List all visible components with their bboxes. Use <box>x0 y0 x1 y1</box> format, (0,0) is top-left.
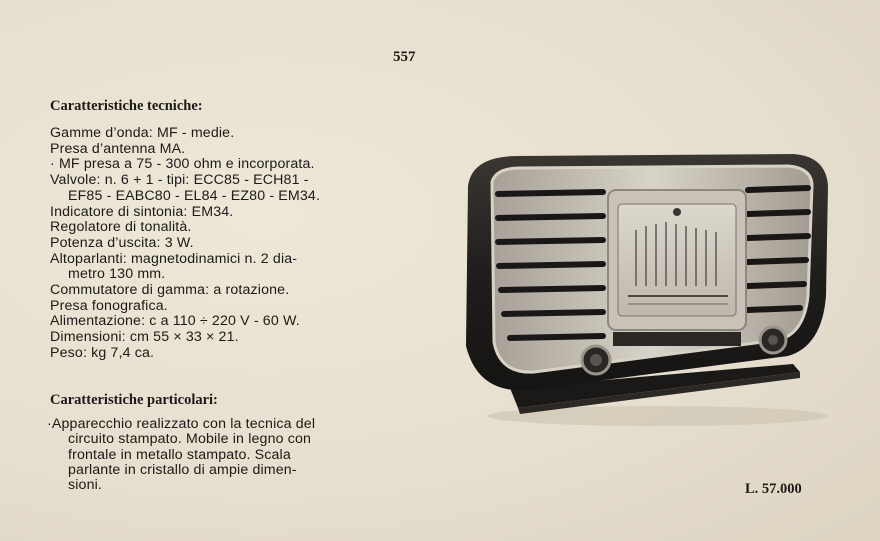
special-features-paragraph <box>47 416 424 494</box>
spec-line: Dimensioni: cm 55 × 33 × 21. <box>50 329 239 346</box>
spec-line: Valvole: n. 6 + 1 - tipi: ECC85 - ECH81 - <box>50 172 309 189</box>
feature-line: circuito stampato. Mobile in legno con <box>68 431 312 448</box>
spec-line: Potenza d’uscita: 3 W. <box>50 234 194 251</box>
spec-line: Regolatore di tonalità. <box>50 219 192 236</box>
spec-line: EF85 - EABC80 - EL84 - EZ80 - EM34. <box>68 187 321 204</box>
feature-line: frontale in metallo stampato. Scala <box>68 446 291 463</box>
spec-line: Presa d’antenna MA. <box>50 140 186 157</box>
spec-line: Gamme d’onda: MF - medie. <box>50 125 235 141</box>
spec-line: Alimentazione: c a 110 ÷ 220 V - 60 W. <box>50 313 300 330</box>
radio-photo <box>448 146 838 428</box>
spec-line: Altoparlanti: magnetodinamici n. 2 dia- <box>50 250 298 267</box>
special-features-title: Caratteristiche particolari: <box>50 392 218 408</box>
feature-line: ·Apparecchio realizzato con la tecnica del <box>47 416 316 432</box>
spec-line: · MF presa a 75 - 300 ohm e incorporata. <box>50 156 315 173</box>
page-number: 557 <box>393 49 416 65</box>
technical-specs-title: Caratteristiche tecniche: <box>50 98 203 114</box>
technical-specs-list <box>50 126 430 362</box>
price-label: L. 57.000 <box>745 481 802 497</box>
feature-line: sioni. <box>68 477 103 494</box>
feature-line: parlante in cristallo di ampie dimen- <box>68 461 297 478</box>
spec-line: Commutatore di gamma: a rotazione. <box>50 282 290 299</box>
spec-line: Indicatore di sintonia: EM34. <box>50 203 234 220</box>
spec-line: Peso: kg 7,4 ca. <box>50 344 155 361</box>
spec-line: metro 130 mm. <box>68 266 166 283</box>
spec-line: Presa fonografica. <box>50 297 168 314</box>
